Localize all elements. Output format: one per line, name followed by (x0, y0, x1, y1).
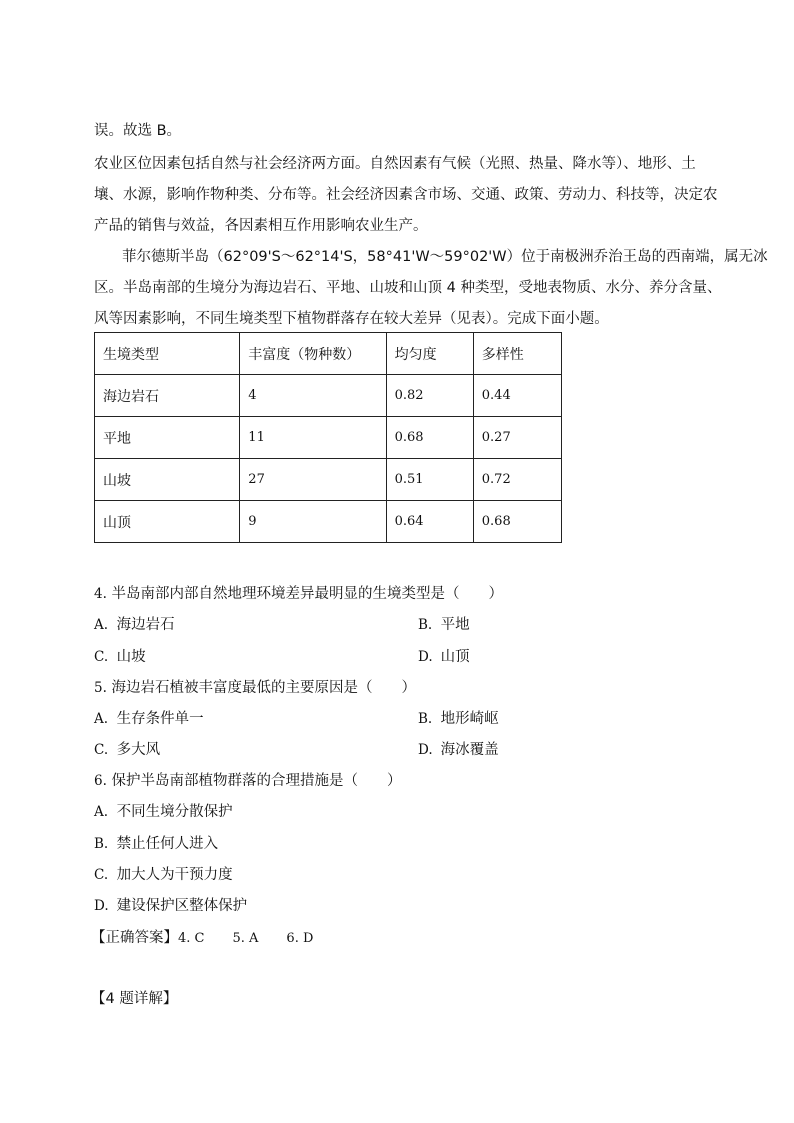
table-header-row (95, 333, 562, 375)
table-header-cell: 均匀度 (386, 333, 473, 375)
table-cell: 0.27 (473, 417, 561, 459)
question-number: 5. (94, 680, 107, 696)
passage-line-3: 风等因素影响，不同生境类型下植物群落存在较大差异（见表）。完成下面小题。 (94, 311, 609, 327)
table-row (95, 375, 562, 417)
question-number: 6. (94, 773, 107, 789)
question-text: 保护半岛南部植物群落的合理措施是（ ） (111, 773, 402, 789)
table-row (95, 417, 562, 459)
answer-item: 4. C (178, 931, 205, 946)
option-5c[interactable]: C. 多大风 (94, 742, 161, 758)
table-cell: 0.68 (473, 501, 561, 543)
option-4d[interactable]: D. 山顶 (418, 649, 470, 665)
option-6b[interactable]: B. 禁止任何人进入 (94, 836, 219, 852)
option-4a[interactable]: A. 海边岩石 (94, 617, 175, 633)
passage-line-2: 区。半岛南部的生境分为海边岩石、平地、山坡和山顶 4 种类型，受地表物质、水分、养分含量、 (94, 280, 722, 296)
option-4b[interactable]: B. 平地 (418, 617, 470, 633)
table-cell: 山顶 (95, 501, 240, 543)
intro-line-4: 产品的销售与效益，各因素相互作用影响农业生产。 (94, 218, 428, 234)
intro-line-1: 误。故选 B。 (94, 123, 182, 139)
table-cell: 4 (240, 375, 386, 417)
answer-item: 6. D (286, 931, 314, 946)
option-4c[interactable]: C. 山坡 (94, 649, 146, 665)
table-cell: 0.82 (386, 375, 473, 417)
table-cell: 11 (240, 417, 386, 459)
answer-label: 【正确答案】 (91, 930, 178, 946)
table-header-cell: 生境类型 (95, 333, 240, 375)
option-6d[interactable]: D. 建设保护区整体保护 (94, 898, 248, 914)
option-6a[interactable]: A. 不同生境分散保护 (94, 804, 233, 820)
option-5d[interactable]: D. 海冰覆盖 (418, 742, 499, 758)
intro-line-3: 壤、水源，影响作物种类、分布等。社会经济因素含市场、交通、政策、劳动力、科技等，决定农 (94, 187, 718, 203)
question-number: 4. (94, 586, 107, 602)
table-cell: 海边岩石 (95, 375, 240, 417)
table-cell: 0.72 (473, 459, 561, 501)
table-header-cell: 多样性 (473, 333, 561, 375)
table-cell: 0.51 (386, 459, 473, 501)
answer-item: 5. A (232, 931, 259, 946)
option-5b[interactable]: B. 地形崎岖 (418, 711, 499, 727)
question-text: 半岛南部内部自然地理环境差异最明显的生境类型是（ ） (111, 586, 503, 602)
table-row (95, 501, 562, 543)
option-5a[interactable]: A. 生存条件单一 (94, 711, 204, 727)
table-cell: 0.68 (386, 417, 473, 459)
answer-line (91, 926, 313, 947)
passage-line-1: 菲尔德斯半岛（62°09'S～62°14'S，58°41'W～59°02'W）位于南极洲乔治王岛的西南端，属无冰 (122, 249, 768, 265)
table-header-cell: 丰富度（物种数） (240, 333, 386, 375)
table-cell: 0.44 (473, 375, 561, 417)
habitat-table (94, 332, 562, 543)
question-6-stem (94, 769, 402, 790)
table-cell: 平地 (95, 417, 240, 459)
table-cell: 9 (240, 501, 386, 543)
option-6c[interactable]: C. 加大人为干预力度 (94, 867, 233, 883)
question-5-stem (94, 676, 416, 697)
detail-heading: 【4 题详解】 (91, 991, 178, 1007)
table-cell: 0.64 (386, 501, 473, 543)
table-cell: 山坡 (95, 459, 240, 501)
question-text: 海边岩石植被丰富度最低的主要原因是（ ） (111, 680, 416, 696)
table-cell: 27 (240, 459, 386, 501)
table-row (95, 459, 562, 501)
question-4-stem (94, 582, 503, 603)
intro-line-2: 农业区位因素包括自然与社会经济两方面。自然因素有气候（光照、热量、降水等）、地形、土 (94, 156, 696, 172)
